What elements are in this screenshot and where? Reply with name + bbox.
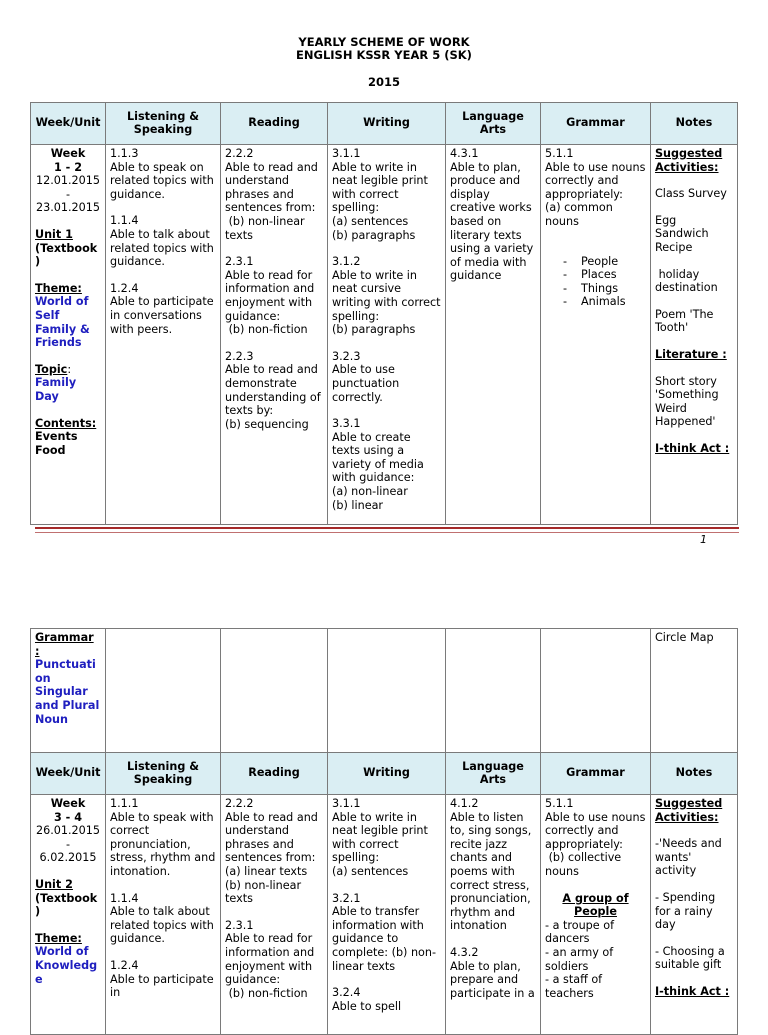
skill-sub: (b) collective nouns <box>545 851 625 878</box>
unit-label: Unit 1 <box>35 227 73 241</box>
week-range: 1 - 2 <box>53 160 82 174</box>
col-writing: Writing <box>328 753 446 795</box>
page-footer-rule <box>35 527 739 529</box>
topic-label: Topic <box>35 362 68 376</box>
list-item: - a troupe of dancers <box>545 918 615 946</box>
skill-code: 3.1.1 <box>332 147 361 160</box>
skill-text: Able to plan, produce and display creative works based on literary texts using a variety of media with guidance <box>450 160 534 283</box>
skill-code: 1.1.4 <box>110 214 139 228</box>
skill-code: 1.2.4 <box>110 281 139 295</box>
date-end: 6.02.2015 <box>39 851 97 865</box>
suggested-activities-label: Suggested Activities: <box>655 797 723 824</box>
contents-item: Events <box>35 430 78 444</box>
skill-code: 4.3.2 <box>450 945 479 959</box>
activity-item: - Choosing a suitable gift <box>655 944 725 972</box>
date-start: 26.01.2015 <box>35 824 101 838</box>
skill-code: 3.2.1 <box>332 891 361 905</box>
skill-text: Able to write in neat cursive writing with correct spelling: <box>332 268 441 323</box>
skill-code: 3.1.1 <box>332 797 361 810</box>
doc-title: YEARLY SCHEME OF WORK <box>298 35 470 49</box>
list-item: - an army of soldiers <box>545 945 614 973</box>
grammar-list <box>545 255 646 309</box>
skill-code: 2.3.1 <box>225 918 254 932</box>
skill-text: Able to talk about related topics with guidance. <box>110 227 214 269</box>
col-language-arts: Language Arts <box>446 753 541 795</box>
skill-sub: (b) non-linear texts <box>225 878 302 906</box>
table-header-row <box>31 753 738 795</box>
skill-code: 1.1.3 <box>110 147 139 160</box>
literature-label: Literature : <box>655 347 727 361</box>
skill-text: Able to create texts using a variety of media with guidance: <box>332 430 424 485</box>
skill-text: Able to spell <box>332 999 402 1013</box>
week-unit-cell <box>31 795 106 1035</box>
grammar-cell <box>541 629 651 753</box>
activity-item: Egg Sandwich Recipe <box>655 213 709 254</box>
page-footer-rule-thin <box>35 532 739 533</box>
table-row <box>31 795 738 1035</box>
skill-sub: (b) non-fiction <box>225 323 308 337</box>
grammar-topic: Punctuation Singular and Plural Noun <box>35 658 100 726</box>
list-item: - People <box>581 255 646 269</box>
table-header-row <box>31 103 738 145</box>
skill-code: 2.2.3 <box>225 349 254 363</box>
skill-text: Able to talk about related topics with guidance. <box>110 905 214 946</box>
ithink-label: I-think Act : <box>655 441 730 455</box>
col-notes: Notes <box>651 103 738 145</box>
skill-sub: (b) sequencing <box>225 417 309 431</box>
theme-label: Theme: <box>35 931 82 945</box>
skill-text: Able to read and demonstrate understanding of texts by: <box>225 363 321 418</box>
skill-sub: (b) non-fiction <box>225 986 308 1000</box>
date-start: 12.01.2015 <box>35 174 101 188</box>
skill-code: 1.1.1 <box>110 797 139 810</box>
skill-code: 2.3.1 <box>225 255 254 269</box>
skill-text: Able to participate in conversations with peers. <box>110 295 214 336</box>
table-row <box>31 145 738 525</box>
list-item: - Animals <box>581 295 646 309</box>
grammar-cell <box>541 795 651 1035</box>
date-end: 23.01.2015 <box>35 201 101 215</box>
unit-label: Unit 2 <box>35 877 73 891</box>
date-sep: - <box>65 837 71 851</box>
list-item: - Things <box>581 282 646 296</box>
contents-item: Food <box>35 443 66 457</box>
table-row <box>31 629 738 753</box>
date-sep: - <box>65 187 71 201</box>
skill-code: 4.1.2 <box>450 797 479 810</box>
doc-year: 2015 <box>367 75 400 89</box>
skill-sub: (b) non-linear texts <box>225 214 309 242</box>
skill-text: Able to write in neat legible print with correct spelling: <box>332 160 428 215</box>
skill-text: Able to participate in <box>110 972 214 1000</box>
col-grammar: Grammar <box>541 753 651 795</box>
page-number: 1 <box>700 533 707 546</box>
activity-item: -'Needs and wants' activity <box>655 837 722 878</box>
col-language-arts: Language Arts <box>446 103 541 145</box>
writing-cell <box>328 795 446 1035</box>
scheme-table-unit1 <box>30 102 738 525</box>
theme-label: Theme: <box>35 281 82 295</box>
skill-text: Able to read and understand phrases and sentences from: <box>225 810 318 865</box>
skill-text: Able to transfer information with guidance to complete: (b) non-linear texts <box>332 905 437 973</box>
textbook-label: (Textbook) <box>35 241 98 269</box>
skill-text: Able to plan, prepare and participate in a <box>450 959 535 1000</box>
contents-label: Contents: <box>35 416 97 430</box>
listening-cell <box>106 145 221 525</box>
col-week-unit: Week/Unit <box>31 753 106 795</box>
col-grammar: Grammar <box>541 103 651 145</box>
language-arts-cell <box>446 795 541 1035</box>
activity-item: holiday destination <box>655 267 718 295</box>
list-item: - Places <box>581 268 646 282</box>
scheme-table-unit2 <box>30 628 738 1035</box>
skill-code: 5.1.1 <box>545 147 574 160</box>
notes-cell <box>651 145 738 525</box>
skill-code: 1.2.4 <box>110 958 139 972</box>
col-listening-speaking: Listening & Speaking <box>106 753 221 795</box>
notes-cell <box>651 629 738 753</box>
list-item: - a staff of teachers <box>545 973 603 1000</box>
literature-value: Short story 'Something Weird Happened' <box>655 374 719 429</box>
notes-cell <box>651 795 738 1035</box>
skill-text: Able to read and understand phrases and sentences from: <box>225 160 318 215</box>
skill-code: 2.2.2 <box>225 147 254 160</box>
col-reading: Reading <box>221 103 328 145</box>
activity-item: Class Survey <box>655 187 727 201</box>
skill-code: 3.2.4 <box>332 986 361 1000</box>
writing-cell <box>328 145 446 525</box>
skill-sub: (a) sentences <box>332 214 409 228</box>
col-writing: Writing <box>328 103 446 145</box>
ithink-label: I-think Act : <box>655 984 730 998</box>
skill-text: Able to listen to, sing songs, recite jazz chants and poems with correct stress, pronunciation, rhythm and intonation <box>450 810 532 933</box>
skill-sub: (b) paragraphs <box>332 323 416 337</box>
theme-value: World of Knowledge <box>35 945 98 986</box>
week-range: 3 - 4 <box>53 810 82 824</box>
suggested-activities-label: Suggested Activities: <box>655 147 723 174</box>
skill-text: Able to speak with correct pronunciation, stress, rhythm and intonation. <box>110 810 216 878</box>
skill-text: Able to use nouns correctly and appropriately: <box>545 810 646 851</box>
col-reading: Reading <box>221 753 328 795</box>
skill-sub: (b) paragraphs <box>332 228 416 242</box>
theme-value: World of Self Family & Friends <box>35 295 90 350</box>
skill-code: 1.1.4 <box>110 891 139 905</box>
skill-sub: (a) non-linear <box>332 485 408 499</box>
skill-text: Able to read for information and enjoyment with guidance: <box>225 932 315 987</box>
skill-sub: (b) linear <box>332 498 384 512</box>
grammar-label: Grammar : <box>35 631 94 658</box>
col-week-unit: Week/Unit <box>31 103 106 145</box>
skill-sub: (a) sentences <box>332 864 409 878</box>
skill-code: 3.3.1 <box>332 417 361 431</box>
writing-cell <box>328 629 446 753</box>
skill-text: Able to read for information and enjoyment with guidance: <box>225 268 315 323</box>
skill-code: 3.1.2 <box>332 255 361 269</box>
textbook-label: (Textbook) <box>35 891 98 919</box>
week-label: Week <box>50 797 86 810</box>
skill-sub: (a) linear texts <box>225 864 308 878</box>
language-arts-cell <box>446 629 541 753</box>
topic-value: Family Day <box>35 376 77 403</box>
skill-code: 5.1.1 <box>545 797 574 810</box>
skill-text: Able to use nouns correctly and appropriately: <box>545 160 646 201</box>
reading-cell <box>221 795 328 1035</box>
listening-cell <box>106 795 221 1035</box>
group-label: A group of People <box>562 891 629 919</box>
skill-code: 3.2.3 <box>332 349 361 363</box>
reading-cell <box>221 629 328 753</box>
topic-colon: : <box>67 362 72 376</box>
grammar-cell <box>541 145 651 525</box>
skill-text: Able to speak on related topics with guidance. <box>110 160 214 201</box>
doc-subtitle: ENGLISH KSSR YEAR 5 (SK) <box>296 48 472 62</box>
col-notes: Notes <box>651 753 738 795</box>
skill-sub: (a) common nouns <box>545 201 613 228</box>
listening-cell <box>106 629 221 753</box>
activity-item: Poem 'The Tooth' <box>655 307 714 335</box>
reading-cell <box>221 145 328 525</box>
language-arts-cell <box>446 145 541 525</box>
skill-text: Able to use punctuation correctly. <box>332 363 400 404</box>
week-label: Week <box>50 147 86 160</box>
skill-code: 4.3.1 <box>450 147 479 160</box>
week-unit-cell <box>31 145 106 525</box>
skill-code: 2.2.2 <box>225 797 254 810</box>
col-listening-speaking: Listening & Speaking <box>106 103 221 145</box>
skill-text: Able to write in neat legible print with correct spelling: <box>332 810 428 865</box>
week-unit-cell <box>31 629 106 753</box>
notes-text: Circle Map <box>655 631 714 644</box>
activity-item: - Spending for a rainy day <box>655 890 716 932</box>
